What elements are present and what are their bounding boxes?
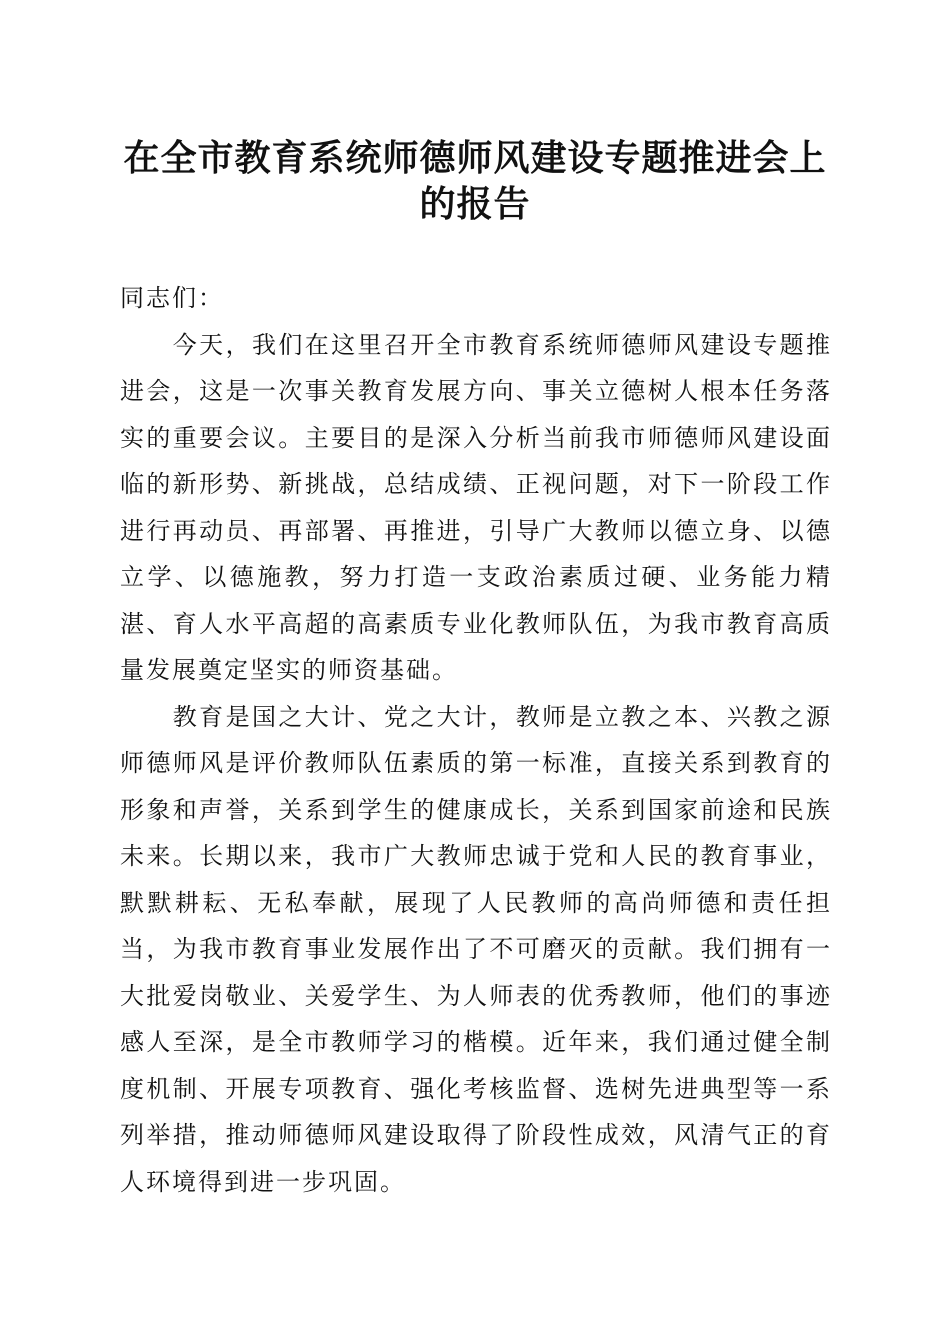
salutation: 同志们： (120, 284, 224, 312)
paragraph-2: 教育是国之大计、党之大计，教师是立教之本、兴教之源师德师风是评价教师队伍素质的第一标准，直接关系到教育的形象和声誉，关系到学生的健康成长，关系到国家前途和民族未来。长期以来，我市广大教师忠诚于党和人民的教育事业，默默耕耘、无私奉献，展现了人民教师的高尚师德和责任担当，为我市教育事业发展作出了不可磨灭的贡献。我们拥有一大批爱岗敬业、关爱学生、为人师表的优秀教师，他们的事迹感人至深，是全市教师学习的楷模。近年来，我们通过健全制度机制、开展专项教育、强化考核监督、选树先进典型等一系列举措，推动师德师风建设取得了阶段性成效，风清气正的育人环境得到进一步巩固。 (120, 702, 832, 1196)
document-title: 在全市教育系统师德师风建设专题推进会上的报告 (123, 137, 827, 225)
document-body (120, 275, 832, 1205)
paragraph-1: 今天，我们在这里召开全市教育系统师德师风建设专题推进会，这是一次事关教育发展方向、事关立德树人根本任务落实的重要会议。主要目的是深入分析当前我市师德师风建设面临的新形势、新挑战，总结成绩、正视问题，对下一阶段工作进行再动员、再部署、再推进，引导广大教师以德立身、以德立学、以德施教，努力打造一支政治素质过硬、业务能力精湛、育人水平高超的高素质专业化教师队伍，为我市教育高质量发展奠定坚实的师资基础。 (120, 330, 832, 684)
